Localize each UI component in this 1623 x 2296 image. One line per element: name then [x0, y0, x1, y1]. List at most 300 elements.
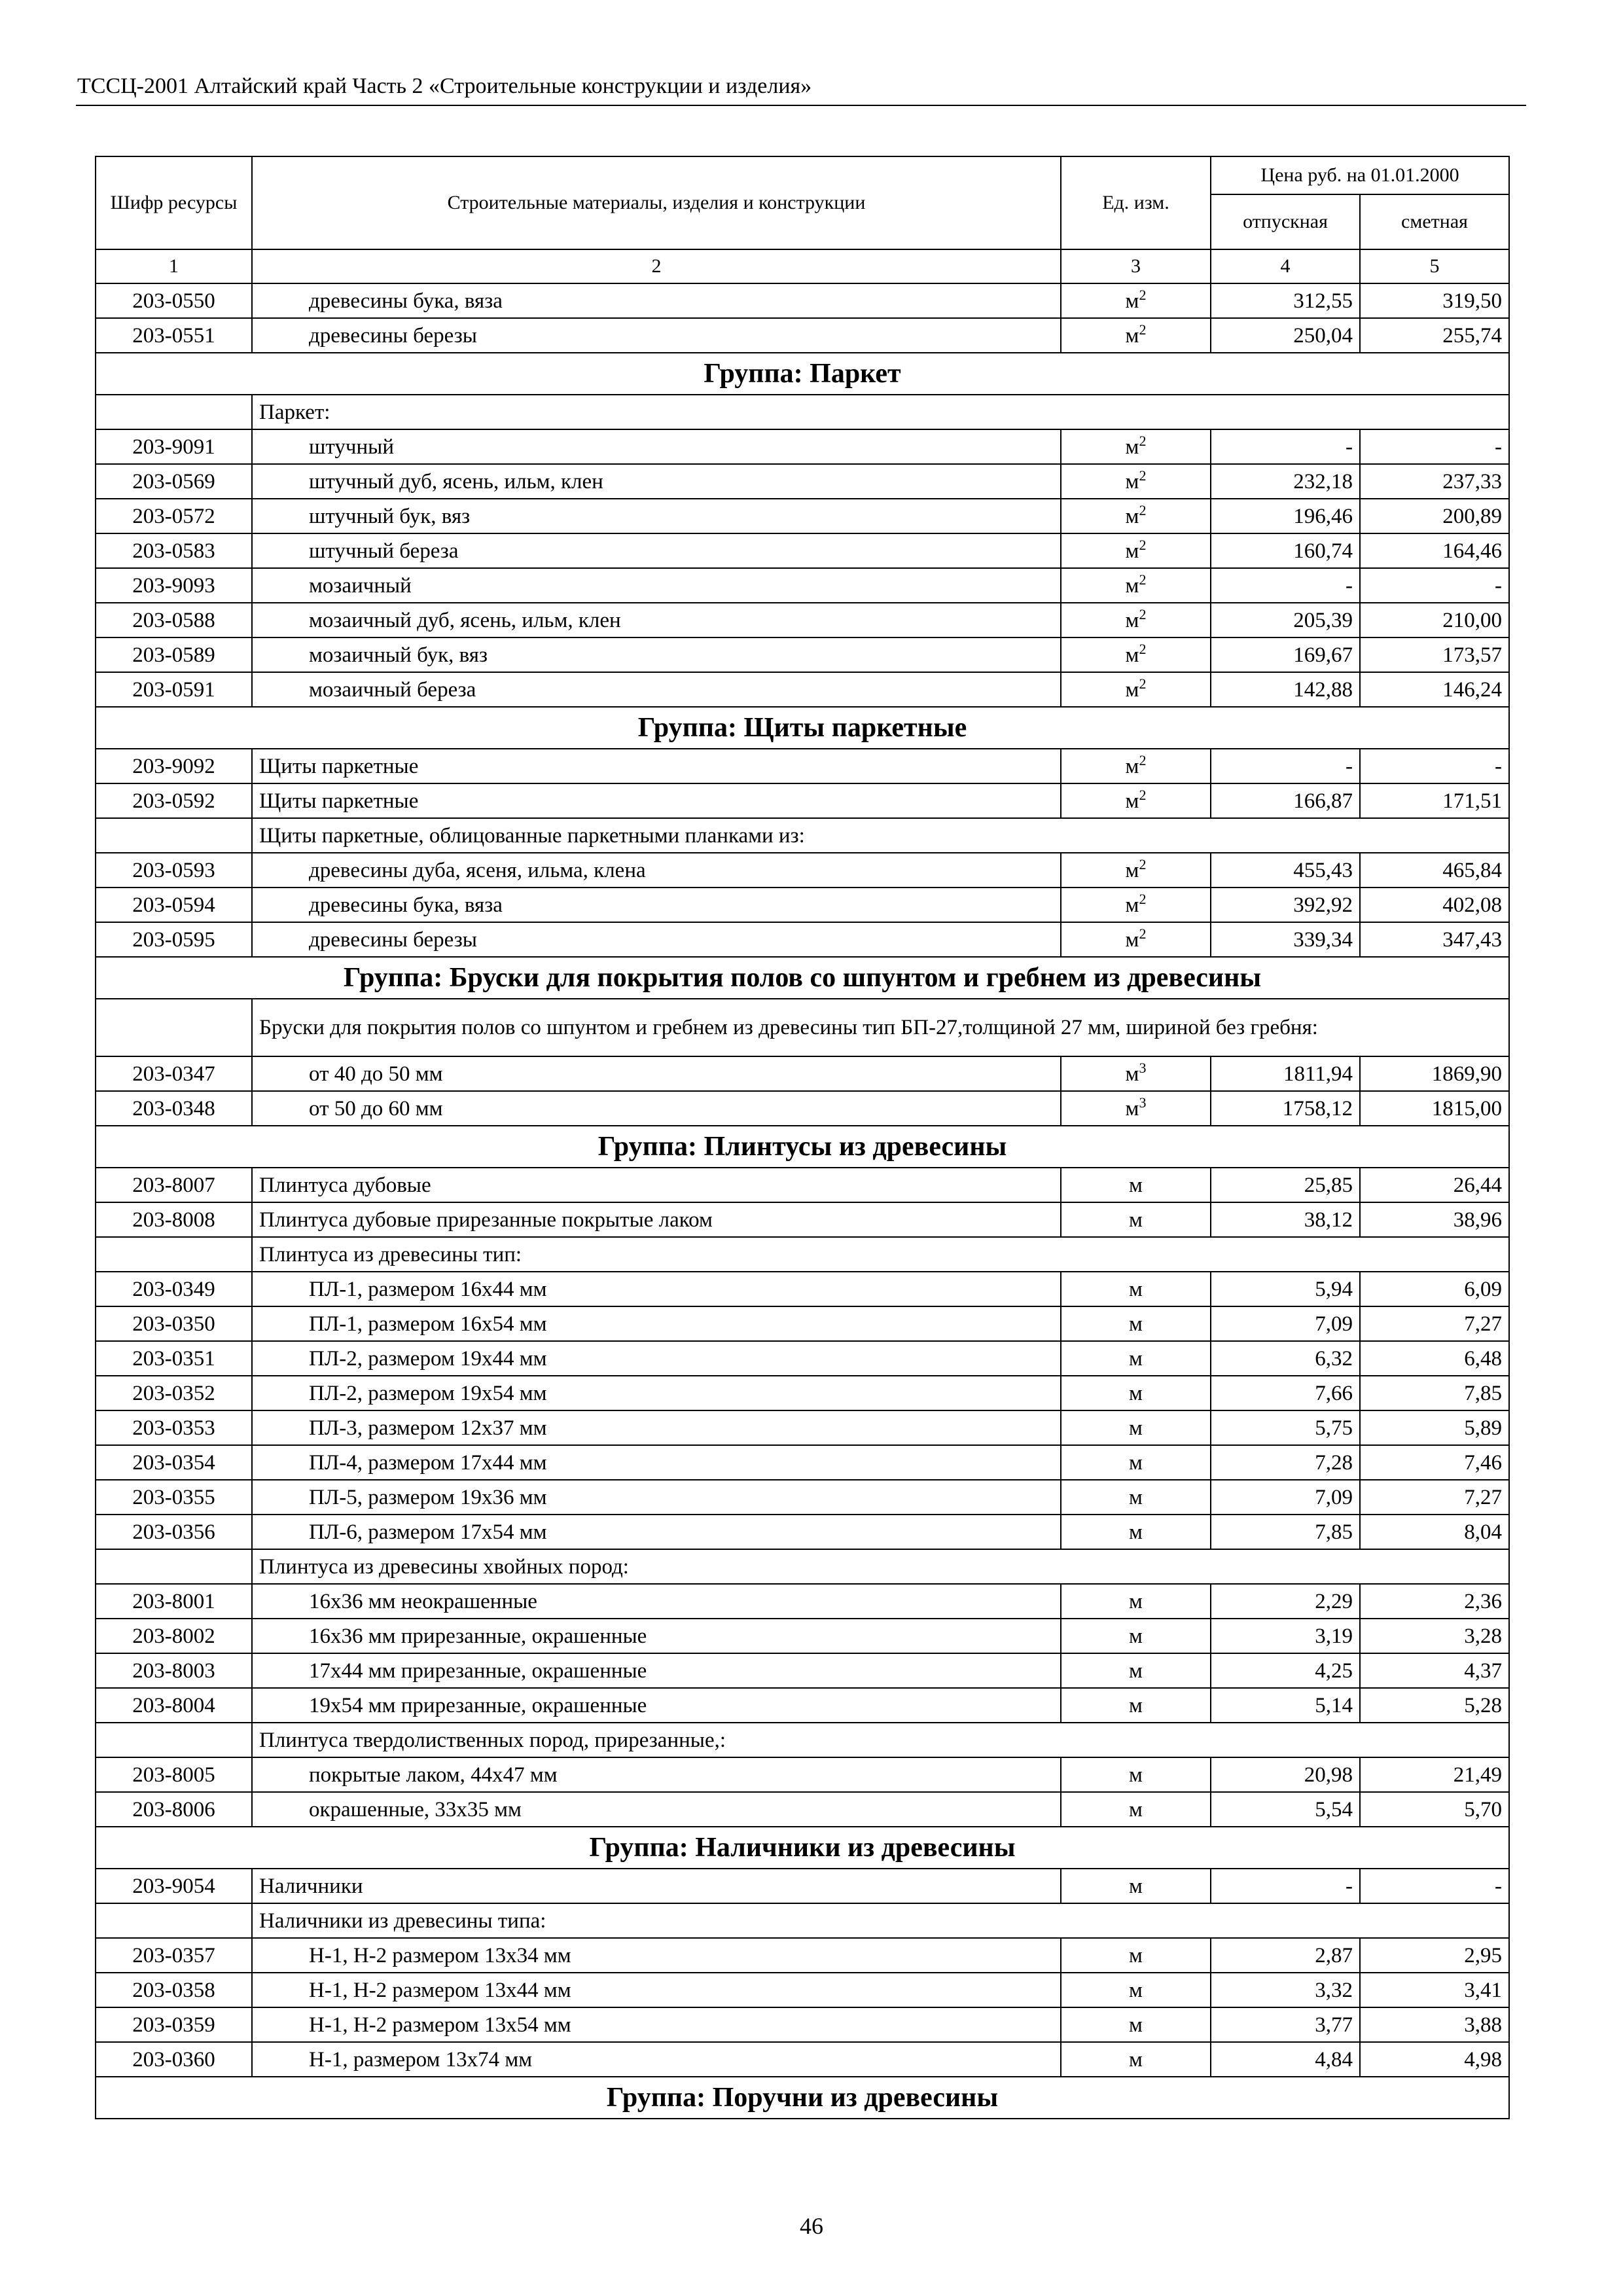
unit-cell	[1061, 672, 1211, 707]
table-row	[96, 1653, 1509, 1688]
release-price: 392,92	[1211, 888, 1360, 922]
unit-exponent: 2	[1139, 925, 1147, 942]
resource-code: 203-0593	[96, 853, 252, 888]
estimate-price: 146,24	[1360, 672, 1509, 707]
material-name: Щиты паркетные	[252, 749, 1061, 783]
material-name: штучный	[252, 429, 1061, 464]
resource-code: 203-0355	[96, 1480, 252, 1515]
unit-exponent: 2	[1139, 855, 1147, 872]
material-name: Наличники	[252, 1869, 1061, 1903]
group-heading: Группа: Плинтусы из древесины	[96, 1126, 1509, 1168]
resource-code: 203-0350	[96, 1306, 252, 1341]
table-row	[96, 1584, 1509, 1619]
unit-text: м	[1129, 1589, 1143, 1613]
resource-code: 203-0594	[96, 888, 252, 922]
unit-text: м	[1129, 1416, 1143, 1440]
unit-text: м	[1129, 1208, 1143, 1232]
resource-code: 203-0357	[96, 1938, 252, 1973]
table-row	[96, 1091, 1509, 1126]
resource-code: 203-8005	[96, 1757, 252, 1792]
table-row	[96, 1869, 1509, 1903]
unit-exponent: 2	[1139, 640, 1147, 657]
resource-code: 203-0550	[96, 283, 252, 318]
empty-code-cell	[96, 1237, 252, 1272]
col-header-estimate: сметная	[1360, 194, 1509, 249]
material-name: ПЛ-6, размером 17х54 мм	[252, 1515, 1061, 1549]
empty-code-cell	[96, 395, 252, 429]
unit-text: м	[1125, 927, 1139, 952]
release-price: 4,25	[1211, 1653, 1360, 1688]
material-name: ПЛ-2, размером 19х44 мм	[252, 1341, 1061, 1376]
release-price: 1758,12	[1211, 1091, 1360, 1126]
unit-cell	[1061, 1091, 1211, 1126]
unit-text: м	[1125, 858, 1139, 882]
unit-cell	[1061, 1515, 1211, 1549]
release-price: 339,34	[1211, 922, 1360, 957]
unit-cell	[1061, 499, 1211, 533]
col-header-name: Строительные материалы, изделия и конструкции	[252, 156, 1061, 249]
resource-code: 203-0354	[96, 1445, 252, 1480]
subheading-text: Наличники из древесины типа:	[252, 1903, 1509, 1938]
unit-text: м	[1125, 289, 1139, 313]
release-price: 5,94	[1211, 1272, 1360, 1306]
table-row	[96, 1938, 1509, 1973]
material-name: ПЛ-1, размером 16х44 мм	[252, 1272, 1061, 1306]
resource-code: 203-0360	[96, 2042, 252, 2077]
release-price: 7,85	[1211, 1515, 1360, 1549]
unit-cell	[1061, 1973, 1211, 2007]
material-name: 17х44 мм прирезанные, окрашенные	[252, 1653, 1061, 1688]
table-row	[96, 672, 1509, 707]
material-name: 16х36 мм прирезанные, окрашенные	[252, 1619, 1061, 1653]
unit-text: м	[1129, 1659, 1143, 1683]
release-price: 142,88	[1211, 672, 1360, 707]
material-name: мозаичный береза	[252, 672, 1061, 707]
material-name: Н-1, Н-2 размером 13х34 мм	[252, 1938, 1061, 1973]
unit-cell	[1061, 1272, 1211, 1306]
release-price: 160,74	[1211, 533, 1360, 568]
release-price: 455,43	[1211, 853, 1360, 888]
release-price: 38,12	[1211, 1202, 1360, 1237]
unit-cell	[1061, 1653, 1211, 1688]
material-name: ПЛ-4, размером 17х44 мм	[252, 1445, 1061, 1480]
estimate-price: 21,49	[1360, 1757, 1509, 1792]
resource-code: 203-0572	[96, 499, 252, 533]
material-name: от 50 до 60 мм	[252, 1091, 1061, 1126]
subheading-text: Щиты паркетные, облицованные паркетными планками из:	[252, 818, 1509, 853]
release-price: 3,32	[1211, 1973, 1360, 2007]
resource-code: 203-0349	[96, 1272, 252, 1306]
unit-text: м	[1129, 1485, 1143, 1509]
unit-text: м	[1125, 643, 1139, 667]
material-name: древесины березы	[252, 922, 1061, 957]
subheading-row	[96, 999, 1509, 1056]
unit-cell	[1061, 464, 1211, 499]
resource-code: 203-0351	[96, 1341, 252, 1376]
col-header-unit: Ед. изм.	[1061, 156, 1211, 249]
material-name: 19х54 мм прирезанные, окрашенные	[252, 1688, 1061, 1723]
estimate-price: 171,51	[1360, 783, 1509, 818]
group-heading-row	[96, 1126, 1509, 1168]
release-price: 4,84	[1211, 2042, 1360, 2077]
empty-code-cell	[96, 1549, 252, 1584]
estimate-price: 3,28	[1360, 1619, 1509, 1653]
unit-cell	[1061, 1306, 1211, 1341]
unit-cell	[1061, 568, 1211, 603]
table-row	[96, 1619, 1509, 1653]
material-name: Плинтуса дубовые прирезанные покрытые лаком	[252, 1202, 1061, 1237]
page-number: 46	[800, 2213, 823, 2239]
estimate-price: 7,85	[1360, 1376, 1509, 1410]
material-name: Н-1, Н-2 размером 13х54 мм	[252, 2007, 1061, 2042]
resource-code: 203-8003	[96, 1653, 252, 1688]
group-heading: Группа: Бруски для покрытия полов со шпунтом и гребнем из древесины	[96, 957, 1509, 999]
table-row	[96, 283, 1509, 318]
table-row	[96, 637, 1509, 672]
estimate-price: 319,50	[1360, 283, 1509, 318]
unit-text: м	[1129, 1763, 1143, 1787]
resource-code: 203-0592	[96, 783, 252, 818]
unit-cell	[1061, 749, 1211, 783]
table-row	[96, 1973, 1509, 2007]
release-price: 312,55	[1211, 283, 1360, 318]
unit-exponent: 3	[1139, 1094, 1147, 1111]
group-heading: Группа: Щиты паркетные	[96, 707, 1509, 749]
subheading-row	[96, 395, 1509, 429]
material-name: 16х36 мм неокрашенные	[252, 1584, 1061, 1619]
group-heading-row	[96, 353, 1509, 395]
resource-code: 203-0358	[96, 1973, 252, 2007]
table-row	[96, 783, 1509, 818]
estimate-price: 255,74	[1360, 318, 1509, 353]
unit-text: м	[1125, 539, 1139, 563]
unit-exponent: 2	[1139, 675, 1147, 692]
release-price: 5,75	[1211, 1410, 1360, 1445]
release-price: 1811,94	[1211, 1056, 1360, 1091]
unit-cell	[1061, 1792, 1211, 1827]
estimate-price: 5,28	[1360, 1688, 1509, 1723]
unit-cell	[1061, 637, 1211, 672]
resource-code: 203-8001	[96, 1584, 252, 1619]
subheading-text: Бруски для покрытия полов со шпунтом и гребнем из древесины тип БП-27,толщиной 27 мм, шириной без гребня:	[252, 999, 1509, 1056]
unit-text: м	[1125, 323, 1139, 348]
unit-text: м	[1125, 1062, 1139, 1086]
group-heading-row	[96, 957, 1509, 999]
unit-text: м	[1125, 608, 1139, 632]
resource-code: 203-0347	[96, 1056, 252, 1091]
material-name: мозаичный бук, вяз	[252, 637, 1061, 672]
unit-exponent: 2	[1139, 536, 1147, 553]
unit-text: м	[1125, 789, 1139, 813]
unit-cell	[1061, 1376, 1211, 1410]
estimate-price: -	[1360, 749, 1509, 783]
material-name: Н-1, Н-2 размером 13х44 мм	[252, 1973, 1061, 2007]
unit-exponent: 2	[1139, 890, 1147, 907]
col-number: 1	[96, 249, 252, 283]
estimate-price: 1815,00	[1360, 1091, 1509, 1126]
unit-exponent: 2	[1139, 501, 1147, 518]
resource-code: 203-8004	[96, 1688, 252, 1723]
material-name: штучный бук, вяз	[252, 499, 1061, 533]
column-number-row	[96, 249, 1509, 283]
resource-code: 203-9091	[96, 429, 252, 464]
subheading-row	[96, 1903, 1509, 1938]
unit-cell	[1061, 2007, 1211, 2042]
material-name: ПЛ-1, размером 16х54 мм	[252, 1306, 1061, 1341]
material-name: покрытые лаком, 44х47 мм	[252, 1757, 1061, 1792]
unit-cell	[1061, 429, 1211, 464]
table-row	[96, 603, 1509, 637]
estimate-price: 7,27	[1360, 1306, 1509, 1341]
estimate-price: 2,36	[1360, 1584, 1509, 1619]
table-row	[96, 429, 1509, 464]
material-name: ПЛ-5, размером 19х36 мм	[252, 1480, 1061, 1515]
estimate-price: 402,08	[1360, 888, 1509, 922]
unit-text: м	[1129, 1173, 1143, 1197]
release-price: 166,87	[1211, 783, 1360, 818]
resource-code: 203-0359	[96, 2007, 252, 2042]
resource-code: 203-8006	[96, 1792, 252, 1827]
table-row	[96, 1792, 1509, 1827]
unit-exponent: 2	[1139, 605, 1147, 622]
estimate-price: 4,98	[1360, 2042, 1509, 2077]
unit-cell	[1061, 1056, 1211, 1091]
table-row	[96, 1410, 1509, 1445]
unit-cell	[1061, 1480, 1211, 1515]
table-row	[96, 1272, 1509, 1306]
resource-code: 203-0569	[96, 464, 252, 499]
release-price: 169,67	[1211, 637, 1360, 672]
unit-exponent: 2	[1139, 321, 1147, 338]
resource-code: 203-0348	[96, 1091, 252, 1126]
unit-exponent: 2	[1139, 286, 1147, 303]
unit-text: м	[1129, 1978, 1143, 2002]
table-row	[96, 1341, 1509, 1376]
subheading-text: Плинтуса из древесины тип:	[252, 1237, 1509, 1272]
release-price: 6,32	[1211, 1341, 1360, 1376]
estimate-price: 38,96	[1360, 1202, 1509, 1237]
unit-cell	[1061, 888, 1211, 922]
unit-exponent: 2	[1139, 751, 1147, 768]
resource-code: 203-0353	[96, 1410, 252, 1445]
estimate-price: 3,41	[1360, 1973, 1509, 2007]
release-price: 5,54	[1211, 1792, 1360, 1827]
material-name: древесины дуба, ясеня, ильма, клена	[252, 853, 1061, 888]
unit-text: м	[1125, 1096, 1139, 1121]
estimate-price: 2,95	[1360, 1938, 1509, 1973]
material-name: древесины бука, вяза	[252, 888, 1061, 922]
running-header: ТССЦ-2001 Алтайский край Часть 2 «Строительные конструкции и изделия»	[77, 74, 812, 98]
unit-text: м	[1125, 573, 1139, 598]
table-row	[96, 1306, 1509, 1341]
resource-code: 203-0352	[96, 1376, 252, 1410]
estimate-price: 200,89	[1360, 499, 1509, 533]
unit-text: м	[1129, 1797, 1143, 1821]
group-heading: Группа: Паркет	[96, 353, 1509, 395]
unit-cell	[1061, 1410, 1211, 1445]
subheading-text: Плинтуса из древесины хвойных пород:	[252, 1549, 1509, 1584]
col-number: 5	[1360, 249, 1509, 283]
unit-text: м	[1129, 1312, 1143, 1336]
subheading-row	[96, 1237, 1509, 1272]
material-name: окрашенные, 33х35 мм	[252, 1792, 1061, 1827]
material-name: ПЛ-2, размером 19х54 мм	[252, 1376, 1061, 1410]
table-row	[96, 1688, 1509, 1723]
release-price: 7,28	[1211, 1445, 1360, 1480]
material-name: ПЛ-3, размером 12х37 мм	[252, 1410, 1061, 1445]
material-name: Щиты паркетные	[252, 783, 1061, 818]
estimate-price: 5,70	[1360, 1792, 1509, 1827]
group-heading-row	[96, 707, 1509, 749]
material-name: древесины бука, вяза	[252, 283, 1061, 318]
resource-code: 203-0591	[96, 672, 252, 707]
group-heading: Группа: Наличники из древесины	[96, 1827, 1509, 1869]
table-row	[96, 1202, 1509, 1237]
estimate-price: 173,57	[1360, 637, 1509, 672]
release-price: 205,39	[1211, 603, 1360, 637]
estimate-price: 347,43	[1360, 922, 1509, 957]
release-price: 232,18	[1211, 464, 1360, 499]
unit-cell	[1061, 2042, 1211, 2077]
release-price: 250,04	[1211, 318, 1360, 353]
unit-exponent: 2	[1139, 786, 1147, 803]
unit-cell	[1061, 1688, 1211, 1723]
estimate-price: 237,33	[1360, 464, 1509, 499]
unit-exponent: 3	[1139, 1059, 1147, 1076]
material-name: древесины березы	[252, 318, 1061, 353]
table-row	[96, 1168, 1509, 1202]
release-price: 5,14	[1211, 1688, 1360, 1723]
unit-cell	[1061, 1445, 1211, 1480]
material-name: мозаичный дуб, ясень, ильм, клен	[252, 603, 1061, 637]
estimate-price: 7,46	[1360, 1445, 1509, 1480]
empty-code-cell	[96, 1903, 252, 1938]
estimate-price: 6,48	[1360, 1341, 1509, 1376]
estimate-price: 7,27	[1360, 1480, 1509, 1515]
release-price: 3,77	[1211, 2007, 1360, 2042]
estimate-price: 4,37	[1360, 1653, 1509, 1688]
unit-exponent: 2	[1139, 571, 1147, 588]
unit-cell	[1061, 1619, 1211, 1653]
unit-text: м	[1129, 1693, 1143, 1717]
unit-cell	[1061, 1757, 1211, 1792]
unit-text: м	[1125, 754, 1139, 778]
unit-cell	[1061, 853, 1211, 888]
release-price: 7,09	[1211, 1306, 1360, 1341]
material-name: штучный дуб, ясень, ильм, клен	[252, 464, 1061, 499]
resource-code: 203-0588	[96, 603, 252, 637]
col-number: 4	[1211, 249, 1360, 283]
unit-cell	[1061, 922, 1211, 957]
estimate-price: 3,88	[1360, 2007, 1509, 2042]
resource-code: 203-0356	[96, 1515, 252, 1549]
table-row	[96, 318, 1509, 353]
unit-text: м	[1129, 1381, 1143, 1405]
col-header-code: Шифр ресурсы	[96, 156, 252, 249]
unit-text: м	[1125, 677, 1139, 702]
resource-code: 203-0583	[96, 533, 252, 568]
unit-text: м	[1125, 435, 1139, 459]
unit-cell	[1061, 1584, 1211, 1619]
unit-text: м	[1125, 504, 1139, 528]
release-price: 3,19	[1211, 1619, 1360, 1653]
unit-exponent: 2	[1139, 467, 1147, 484]
table-row	[96, 464, 1509, 499]
resource-code: 203-0595	[96, 922, 252, 957]
resource-code: 203-8008	[96, 1202, 252, 1237]
resource-code: 203-0551	[96, 318, 252, 353]
table-row	[96, 568, 1509, 603]
table-row	[96, 2007, 1509, 2042]
col-number: 2	[252, 249, 1061, 283]
header-row	[96, 156, 1509, 194]
subheading-row	[96, 818, 1509, 853]
unit-cell	[1061, 1202, 1211, 1237]
estimate-price: 5,89	[1360, 1410, 1509, 1445]
estimate-price: 26,44	[1360, 1168, 1509, 1202]
table-row	[96, 1445, 1509, 1480]
group-heading-row	[96, 2077, 1509, 2119]
unit-text: м	[1129, 1624, 1143, 1648]
unit-cell	[1061, 783, 1211, 818]
release-price: 196,46	[1211, 499, 1360, 533]
table-row	[96, 499, 1509, 533]
unit-text: м	[1129, 2047, 1143, 2072]
release-price: -	[1211, 568, 1360, 603]
material-name: Плинтуса дубовые	[252, 1168, 1061, 1202]
empty-code-cell	[96, 999, 252, 1056]
estimate-price: -	[1360, 429, 1509, 464]
table-row	[96, 1515, 1509, 1549]
estimate-price: 1869,90	[1360, 1056, 1509, 1091]
table-row	[96, 853, 1509, 888]
table-row	[96, 1056, 1509, 1091]
unit-cell	[1061, 318, 1211, 353]
estimate-price: 6,09	[1360, 1272, 1509, 1306]
release-price: -	[1211, 749, 1360, 783]
unit-cell	[1061, 1869, 1211, 1903]
unit-text: м	[1129, 2013, 1143, 2037]
subheading-row	[96, 1723, 1509, 1757]
unit-cell	[1061, 603, 1211, 637]
release-price: 2,87	[1211, 1938, 1360, 1973]
unit-cell	[1061, 1341, 1211, 1376]
price-table	[95, 156, 1510, 2119]
release-price: 7,09	[1211, 1480, 1360, 1515]
subheading-row	[96, 1549, 1509, 1584]
subheading-text: Паркет:	[252, 395, 1509, 429]
unit-cell	[1061, 1168, 1211, 1202]
header-rule	[76, 105, 1526, 106]
table-row	[96, 922, 1509, 957]
material-name: мозаичный	[252, 568, 1061, 603]
resource-code: 203-0589	[96, 637, 252, 672]
release-price: -	[1211, 1869, 1360, 1903]
empty-code-cell	[96, 1723, 252, 1757]
unit-text: м	[1125, 469, 1139, 493]
table-row	[96, 533, 1509, 568]
unit-cell	[1061, 533, 1211, 568]
estimate-price: 465,84	[1360, 853, 1509, 888]
release-price: 25,85	[1211, 1168, 1360, 1202]
table-row	[96, 1376, 1509, 1410]
empty-code-cell	[96, 818, 252, 853]
group-heading: Группа: Поручни из древесины	[96, 2077, 1509, 2119]
release-price: 20,98	[1211, 1757, 1360, 1792]
unit-text: м	[1125, 893, 1139, 917]
table-row	[96, 1757, 1509, 1792]
table-row	[96, 888, 1509, 922]
